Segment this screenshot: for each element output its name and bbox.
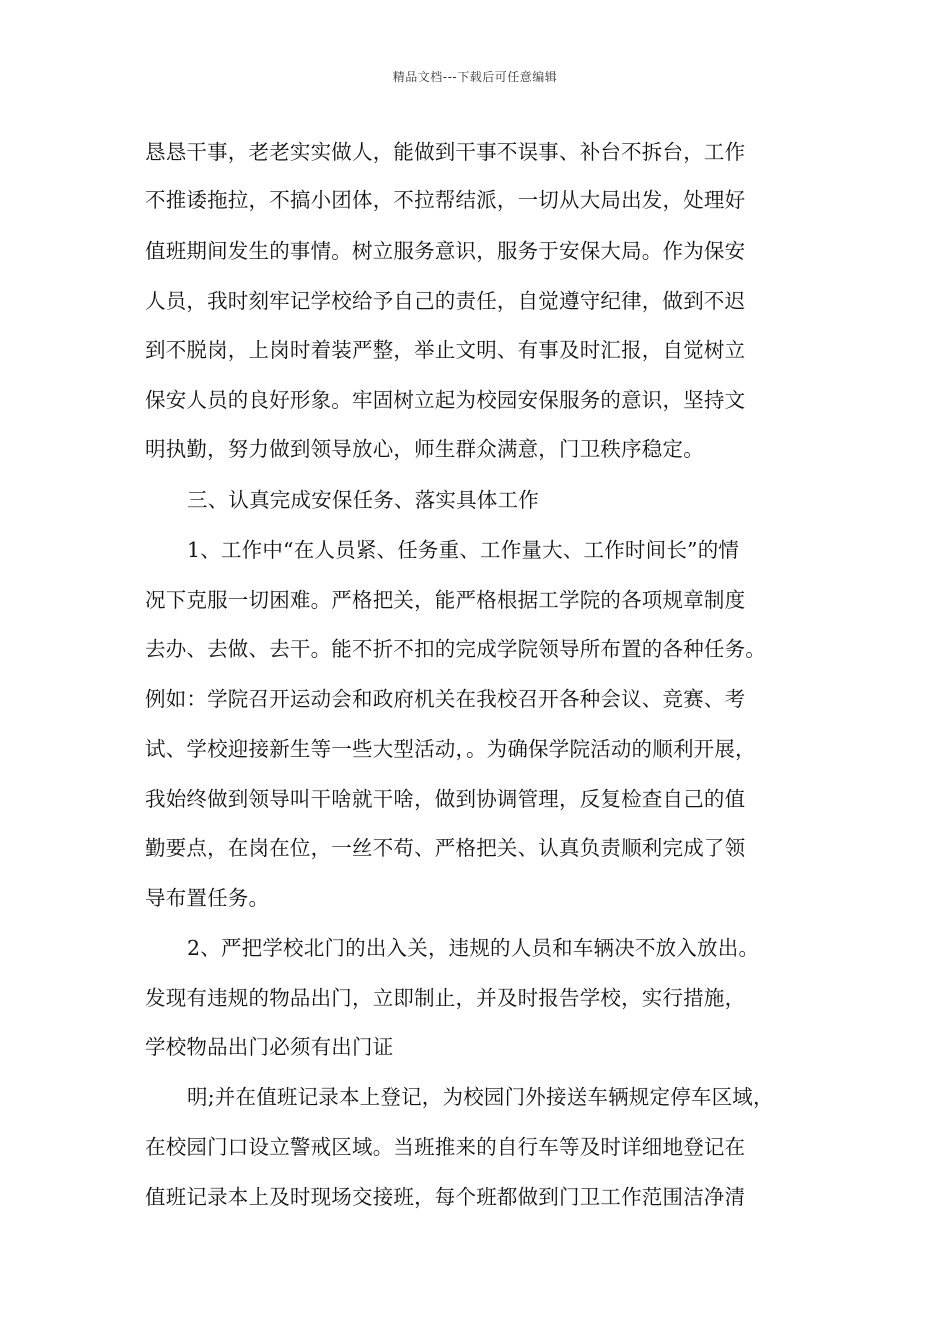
body-line: 恳恳干事，老老实实做人，能做到干事不误事、补台不拆台，工作	[145, 140, 746, 164]
body-line: 我始终做到领导叫干啥就干啥，做到协调管理，反复检查自己的值	[145, 787, 746, 811]
body-line: 不推诿拖拉，不搞小团体，不拉帮结派，一切从大局出发，处理好	[145, 188, 746, 212]
section-heading: 三、认真完成安保任务、落实具体工作	[187, 488, 539, 512]
body-line: 到不脱岗，上岗时着装严整，举止文明、有事及时汇报，自觉树立	[145, 338, 746, 362]
body-line: 值班期间发生的事情。树立服务意识，服务于安保大局。作为保安	[145, 239, 746, 263]
body-line: 勤要点，在岗在位，一丝不苟、严格把关、认真负责顺利完成了领	[145, 836, 746, 860]
body-line: 2、严把学校北门的出入关，违规的人员和车辆决不放入放出。	[187, 936, 760, 960]
body-line: 在校园门口设立警戒区域。当班推来的自行车等及时详细地登记在	[145, 1135, 746, 1159]
body-line: 试、学校迎接新生等一些大型活动，。为确保学院活动的顺利开展，	[145, 737, 756, 761]
page-header: 精品文档---下载后可任意编辑	[392, 70, 558, 84]
body-line: 导布置任务。	[145, 886, 270, 910]
body-line: 例如：学院召开运动会和政府机关在我校召开各种会议、竞赛、考	[145, 687, 746, 711]
body-line: 值班记录本上及时现场交接班，每个班都做到门卫工作范围洁净清	[145, 1185, 746, 1209]
body-line: 明;并在值班记录本上登记，为校园门外接送车辆规定停车区域，	[187, 1085, 774, 1109]
body-line: 况下克服一切困难。严格把关，能严格根据工学院的各项规章制度	[145, 588, 746, 612]
body-line: 保安人员的良好形象。牢固树立起为校园安保服务的意识，坚持文	[145, 388, 746, 412]
body-line: 去办、去做、去干。能不折不扣的完成学院领导所布置的各种任务。	[145, 637, 766, 661]
body-line: 明执勤，努力做到领导放心，师生群众满意，门卫秩序稳定。	[145, 437, 704, 461]
body-line: 发现有违规的物品出门，立即制止，并及时报告学校，实行措施，	[145, 986, 746, 1010]
body-line: 1、工作中“在人员紧、任务重、工作量大、工作时间长”的情	[187, 538, 740, 562]
body-line: 学校物品出门必须有出门证	[145, 1035, 394, 1059]
body-line: 人员，我时刻牢记学校给予自己的责任，自觉遵守纪律，做到不迟	[145, 289, 746, 313]
